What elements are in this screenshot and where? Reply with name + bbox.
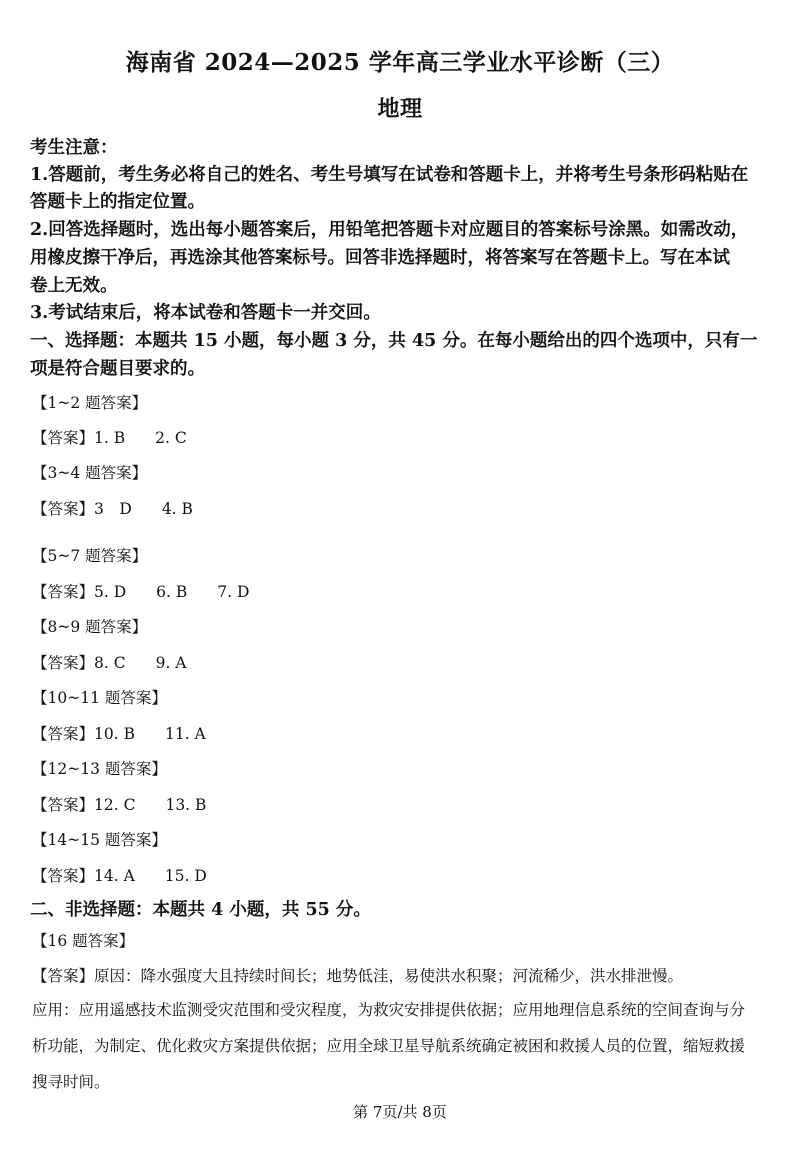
subject-title: 地理	[377, 96, 423, 122]
answer-line	[32, 722, 777, 744]
answer-item: 1. B	[94, 429, 126, 447]
answer-line	[32, 426, 777, 448]
answer-item: 4. B	[161, 500, 193, 518]
answer-line	[32, 793, 777, 815]
answer-tag: 【答案】	[32, 500, 95, 518]
answer-tag: 【答案】	[32, 429, 95, 447]
notice-heading: 考生注意：	[30, 138, 118, 158]
answer-item: 8. C	[94, 654, 126, 672]
answer-tag: 【答案】	[32, 796, 95, 814]
question-group-label: 【8~9 题答案】	[32, 618, 148, 636]
answer-tag: 【答案】	[32, 654, 95, 672]
answer-item: 5. D	[94, 583, 127, 601]
exam-title: 海南省 2024—2025 学年高三学业水平诊断（三）	[125, 49, 675, 76]
answer-item: 15. D	[164, 867, 207, 885]
question-group-label: 【10~11 题答案】	[32, 689, 167, 707]
section2-heading: 二、非选择题：本题共 4 小题，共 55 分。	[30, 900, 371, 920]
answer-item: 10. B	[94, 725, 135, 743]
answer-line	[32, 497, 777, 519]
q16-answer-application: 应用：应用遥感技术监测受灾范围和受灾程度，为救灾安排提供依据；应用地理信息系统的空间查询与分	[32, 1001, 746, 1019]
answer-item: 13. B	[165, 796, 207, 814]
notice-line: 3.考试结束后，将本试卷和答题卡一并交回。	[30, 303, 381, 323]
page-number: 第 7页/共 8页	[353, 1103, 447, 1121]
answer-item: 11. A	[164, 725, 206, 743]
notice-line: 答题卡上的指定位置。	[30, 192, 205, 212]
answer-item: 2. C	[155, 429, 187, 447]
question-group-label: 【3~4 题答案】	[32, 464, 148, 482]
answer-tag: 【答案】	[32, 867, 95, 885]
question-group-label: 【5~7 题答案】	[32, 547, 148, 565]
notice-line: 卷上无效。	[30, 276, 118, 296]
answer-line	[32, 651, 777, 673]
q16-answer-reason: 【答案】原因：降水强度大且持续时间长；地势低洼，易使洪水积聚；河流稀少，洪水排泄慢。	[32, 967, 684, 985]
section1-heading: 项是符合题目要求的。	[30, 359, 205, 379]
answer-item: 3 D	[94, 500, 132, 518]
answer-item: 14. A	[94, 867, 135, 885]
answer-item: 9. A	[155, 654, 187, 672]
answer-item: 12. C	[94, 796, 136, 814]
answer-tag: 【答案】	[32, 583, 95, 601]
answer-line	[32, 580, 777, 602]
answer-item: 7. D	[217, 583, 250, 601]
notice-line: 1.答题前，考生务必将自己的姓名、考生号填写在试卷和答题卡上，并将考生号条形码粘贴在	[30, 165, 749, 185]
notice-line: 用橡皮擦干净后，再选涂其他答案标号。回答非选择题时，将答案写在答题卡上。写在本试	[30, 248, 730, 268]
q16-answer-application: 搜寻时间。	[32, 1073, 110, 1091]
q16-answer-application: 析功能，为制定、优化救灾方案提供依据；应用全球卫星导航系统确定被困和救援人员的位置，缩短救援	[32, 1037, 746, 1055]
question-group-label: 【1~2 题答案】	[32, 394, 148, 412]
answer-tag: 【答案】	[32, 725, 95, 743]
notice-line: 2.回答选择题时，选出每小题答案后，用铅笔把答题卡对应题目的答案标号涂黑。如需改动，	[30, 220, 749, 240]
question-group-label: 【12~13 题答案】	[32, 760, 167, 778]
answer-line	[32, 864, 777, 886]
question-group-label: 【14~15 题答案】	[32, 831, 167, 849]
answer-item: 6. B	[156, 583, 188, 601]
section1-heading: 一、选择题：本题共 15 小题，每小题 3 分，共 45 分。在每小题给出的四个选项中，只有一	[30, 331, 758, 351]
question-group-label: 【16 题答案】	[32, 932, 135, 950]
